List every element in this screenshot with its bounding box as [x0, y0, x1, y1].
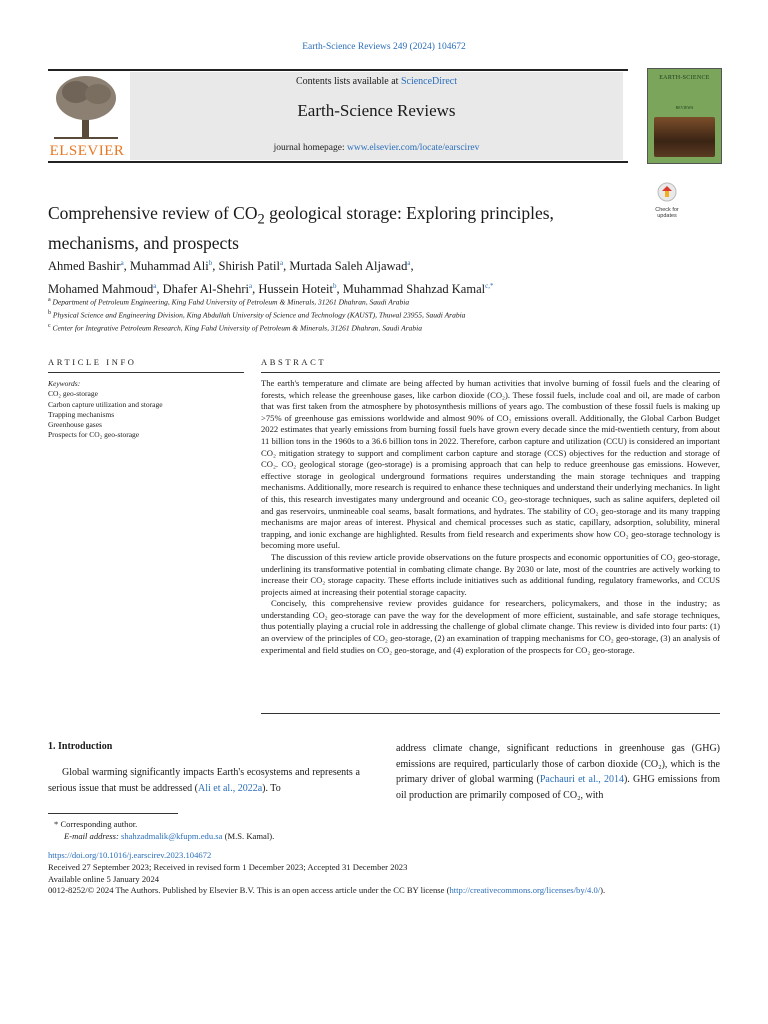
author-name[interactable]: Dhafer Al-Shehri — [162, 282, 249, 297]
journal-title: Earth-Science Reviews — [297, 101, 456, 120]
affiliation-key: b — [48, 310, 51, 316]
abstract-paragraph: The discussion of this review article provide observations on the future prospects and economic opportunities of CO₂ geo-storage, underlining its transformative potential in combating climate change. By 2030 or late, most of the countries are actively working to increase their CO₂ storage capacity. These efforts include initiatives such as additional funding, regulatory frameworks, and CCUS projects aimed at increasing their potential storage capacity. — [261, 551, 720, 597]
abstract-body — [261, 378, 720, 656]
author-affiliation[interactable]: a — [279, 259, 284, 267]
affiliation-key: a — [48, 297, 51, 303]
abstract-bottom-rule — [261, 713, 720, 714]
author-name[interactable]: Hussein Hoteit — [258, 282, 334, 297]
author-name[interactable]: Muhammad Ali — [129, 259, 209, 274]
body-text: ). GHG emissions from oil production are primarily composed of CO₂, with — [396, 774, 721, 801]
check-updates-icon — [657, 182, 677, 202]
citation-link[interactable]: Pachauri et al., 2014 — [539, 774, 624, 785]
section-heading: 1. Introduction — [48, 741, 113, 752]
masthead-top-rule — [48, 69, 628, 71]
author-affiliation[interactable]: c,* — [485, 282, 494, 291]
author-affiliation[interactable]: a — [249, 282, 253, 291]
homepage-prefix: journal homepage: — [273, 143, 347, 153]
body-column-right — [396, 741, 720, 803]
abstract-paragraph: The earth's temperature and climate are being affected by human activities that involve burning of fossil fuels and the clearing of forests, which release the greenhouse gases, like carbon dioxide (CO₂). These fossil fuels, include coal and oil, are made of carbon that was first taken from the atmosphere by photosynthesis millions of years ago. The combustion of these fossil fuels is making up >75% of greenhouse gas emissions worldwide and almost 90% of CO₂ emissions overall. Additionally, the Global Carbon Budget 2022 estimates that yearly emissions from burning fossil fuels have grown every decade since the mid-twentieth century, from about 11 billion tons in the 1960s to a 36.6 billion tons in 2022. Therefore, carbon capture and utilization (CCU) is considered an important CO₂ mitigation strategy to support and compliment carbon capture and storage (CCS) objectives for the reduction and storage of CO₂. CO₂ geological storage (geo-storage) is a promising approach that can help to reduce greenhouse gas emissions. However, effective storage in geological underground formations requires understanding the main storage techniques and trapping mechanisms. Additionally, more research is required to enhance these techniques and understand their underlying mechanics. In light of this, this research investigates many underground and oceanic CO₂ geo-storage techniques, such as saline aquifers, depleted oil and gas reservoirs, unmineable coal seams, basalt formations, and hydrates. The stability of CO₂ geo-storage and its many trapping mechanisms are major areas of interest. Physical and chemical processes such as static, capillary, adsorption, solubility, mineral trapping, and ionic exchange are highlighted. Results from field research and experiments show how CO₂ geo-storage technology is becoming more useful. — [261, 378, 720, 551]
received-dates: Received 27 September 2023; Received in revised form 1 December 2023; Accepted 31 December 2023 — [48, 861, 408, 872]
check-for-updates-button[interactable] — [649, 182, 685, 219]
body-text: Global warming significantly impacts Earth's ecosystems and represents a serious issue that must be addressed ( — [48, 767, 360, 794]
cover-photo — [654, 117, 715, 157]
body-column-left — [48, 765, 360, 796]
available-online: Available online 5 January 2024 — [48, 873, 160, 884]
article-info-heading: ARTICLE INFO — [48, 357, 137, 367]
author-affiliation[interactable]: a — [407, 259, 411, 267]
author-affiliation[interactable]: b — [208, 259, 213, 267]
abstract-paragraph: Concisely, this comprehensive review provides guidance for researchers, policymakers, and those in the industry; as understanding CO₂ geo-storage can pave the way for the development of more efficient, sustainable, and safe storage techniques, thus potentially playing a crucial role in addressing the challenge of global climate change. This review is divided into four parts: (1) an overview of the principles of CO₂ geo-storage, (2) an examination of trapping mechanisms for CO₂ geo-storage, (3) an analysis of experimental and field studies on CO₂ geo-storage, and (4) exploration of the prospects for CO₂ geo-storage. — [261, 598, 720, 655]
author-affiliation[interactable]: a — [120, 259, 124, 267]
affiliation-key: c — [48, 323, 51, 329]
homepage-link[interactable]: www.elsevier.com/locate/earscirev — [347, 143, 480, 153]
abstract-rule — [261, 372, 720, 373]
footnotes — [48, 818, 648, 842]
affiliation-item — [48, 321, 708, 334]
keyword-item: Carbon capture utilization and storage — [48, 399, 163, 409]
title-subscript: 2 — [257, 211, 265, 228]
keywords-label: Keywords: — [48, 379, 81, 388]
author-list: Ahmed Bashir$^a$, Muhammad Ali$^b$, Shirish Patil$^a$, Murtada Saleh Aljawad$^a$, Mohamed Mahmoud$^a$, Dhafer Al-Shehri$^a$, Hussein Hoteit$^b$, Muhammad Shahzad Kamal$^{c,*}$ — [48, 259, 494, 297]
license-text: 0012-8252/© 2024 The Authors. Published by Elsevier B.V. This is an open access article under the CC BY license ( — [48, 885, 450, 896]
corresponding-author-note: * Corresponding author. — [54, 819, 138, 829]
journal-reference[interactable]: Earth-Science Reviews 249 (2024) 104672 — [302, 42, 466, 52]
affiliation-item — [48, 295, 708, 308]
article-title — [48, 202, 628, 255]
affiliation-text: Department of Petroleum Engineering, King Fahd University of Petroleum & Minerals, 31261 Dhahran, Saudi Arabia — [52, 297, 410, 307]
keyword-item: Greenhouse gases — [48, 420, 102, 430]
author-name[interactable]: Murtada Saleh Aljawad — [289, 259, 408, 274]
title-part-1: Comprehensive review of CO — [48, 203, 258, 223]
sciencedirect-link[interactable]: ScienceDirect — [400, 76, 458, 87]
email-label: E-mail address: — [64, 831, 121, 841]
author-affiliation[interactable]: b — [333, 282, 337, 291]
author-name[interactable]: Ahmed Bashir — [48, 259, 121, 274]
journal-cover[interactable] — [647, 68, 722, 164]
license-end: ). — [600, 885, 606, 896]
email-line — [48, 830, 648, 842]
masthead-bottom-rule — [48, 161, 628, 163]
author-name[interactable]: Shirish Patil — [218, 259, 280, 274]
abstract-heading: ABSTRACT — [261, 357, 327, 367]
cover-title: EARTH-SCIENCE — [659, 75, 710, 81]
cover-subtitle: REVIEWS — [675, 105, 694, 110]
keywords-block — [48, 379, 244, 441]
publication-info — [48, 850, 728, 897]
keyword-item: Trapping mechanisms — [48, 409, 115, 419]
email-link[interactable]: shahzadmalik@kfupm.edu.sa — [120, 831, 223, 841]
elsevier-wordmark: ELSEVIER — [49, 143, 125, 159]
contents-line — [130, 76, 623, 87]
license-line — [48, 885, 728, 897]
affiliation-text: Center for Integrative Petroleum Research, King Fahd University of Petroleum & Minerals, 31261 Dhahran, Saudi Arabia — [52, 323, 422, 333]
body-text: ). To — [262, 782, 281, 794]
email-suffix: (M.S. Kamal). — [222, 831, 275, 841]
affiliation-text: Physical Science and Engineering Division, King Abdullah University of Science and Technology (KAUST), Thuwal 23955, Saudi Arabia — [52, 310, 466, 320]
keyword-item: Prospects for CO₂ geo-storage — [48, 430, 140, 440]
citation-link[interactable]: Ali et al., 2022a — [197, 782, 263, 794]
author-name[interactable]: Mohamed Mahmoud — [48, 282, 154, 297]
affiliation-item — [48, 308, 708, 321]
check-updates-line-2: updates — [657, 213, 677, 219]
doi-link[interactable]: https://doi.org/10.1016/j.earscirev.2023.104672 — [48, 850, 212, 860]
keyword-item: CO₂ geo-storage — [48, 389, 98, 399]
footnote-rule — [48, 813, 178, 814]
author-affiliation[interactable]: a — [153, 282, 157, 291]
check-updates-line-1: Check for — [655, 207, 679, 213]
contents-prefix: Contents lists available at — [295, 76, 401, 87]
affiliation-list — [48, 295, 708, 334]
homepage-line — [130, 143, 623, 153]
author-name[interactable]: Muhammad Shahzad Kamal — [342, 282, 486, 297]
title-part-2: geological storage: Exploring principles, mechanisms, and prospects — [48, 203, 554, 253]
article-info-rule — [48, 372, 244, 373]
body-text: address climate change, significant reductions in greenhouse gas (GHG) emissions are required, particularly those of carbon dioxide (CO₂), which is the primary driver of global warming ( — [396, 743, 720, 785]
license-link[interactable]: http://creativecommons.org/licenses/by/4.0/ — [449, 885, 601, 896]
